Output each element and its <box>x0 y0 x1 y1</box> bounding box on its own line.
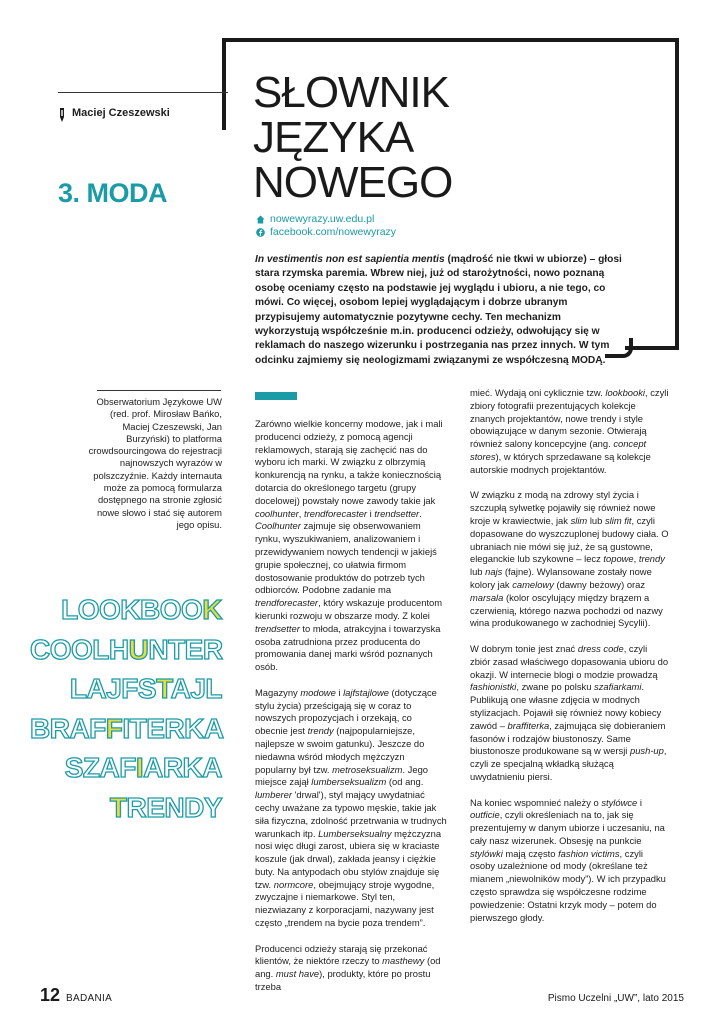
page-title <box>253 70 653 205</box>
word-braffiterka: BRAFFITERKA <box>30 712 224 744</box>
neologism-words <box>30 590 222 827</box>
article-column-1 <box>255 418 447 1007</box>
pen-icon <box>57 107 67 123</box>
paragraph: Producenci odzieży starają się przekonać klientów, że niektóre rzeczy to masthewy (od ang. must have), produkty, które po prostu trzeba <box>255 942 441 993</box>
section-title: 3. MODA <box>58 178 168 208</box>
header-frame-bottom <box>625 346 679 350</box>
sidebar-note: Obserwatorium Językowe UW (red. prof. Mirosław Bańko, Maciej Czeszewski, Jan Burzyński) to platforma crowdsourcingowa do rejestracji najnowszych wyrazów w polszczyźnie. Każdy internauta może za pomocą formularza dostępnego na stronie zgłosić nowe słowo i stać się autorem jego opisu. <box>88 396 222 530</box>
links-block <box>256 213 396 239</box>
website-link[interactable]: nowewyrazy.uw.edu.pl <box>270 213 375 225</box>
article-lead <box>255 253 625 368</box>
paragraph: W dobrym tonie jest znać dress code, czyli zbiór zasad właściwego dopasowania ubioru do okazji. W internecie blogi o modzie prowadzą fashionistki, zwane po polsku szafiarkami. Publikują one własne zdjęcia w modnych stylizacjach. Pojawił się również nowy kobiecy zawód – braffiterka, zajmująca się dobieraniem fasonów i rodzajów biustonoszy. Same biustonosze produkowane są w wersji push-up, czyli ze specjalną wkładką służącą uwydatnieniu piersi. <box>470 642 669 782</box>
title-line-1: SŁOWNIK <box>253 68 449 117</box>
paragraph: Zarówno wielkie koncerny modowe, jak i mali producenci odzieży, z pomocą agencji reklamowych, starają się zachęcić nas do wyboru ich marki. W związku z olbrzymią konkurencją na rynku, a także koniecznością dotarcia do określonego targetu (grupy docelowej) powstały nowe zawody takie jak coolhunter, trendforecaster i trendsetter. Coolhunter zajmuje się obserwowaniem rynku, wyszukiwaniem, analizowaniem i przewidywaniem nowych tendencji w jakiejś grupie społecznej, co ułatwia firmom dostosowanie produktów do potrzeb tych odbiorców. Podobne zadanie ma trendforecaster, który wskazuje producentom kierunki rozwoju w obszarze mody. Z kolei trendsetter to młoda, atrakcyjna i towarzyska osoba zatrudniona przez producenta do promowania danej marki wśród poznanych osób. <box>255 418 443 673</box>
header-frame-top <box>222 38 677 42</box>
lead-text: (mądrość nie tkwi w ubiorze) – głosi stara rzymska paremia. Wbrew niej, już od starożytności, nowo poznaną osobę oceniamy często na podstawie jej wyglądu i ubioru, a nie tego, co mówi. Co więcej, osobom lepiej wyglądającym i dobrze ubranym przypisujemy automatycznie pozytywne cechy. Ten mechanizm wykorzystują współcześnie m.in. producenci odzieży, odwołujący się w reklamach do naszego wizerunku i postrzegania nas przez innych. W tym odcinku zajmiemy się neologizmami związanymi ze współczesną MODĄ. <box>255 254 622 366</box>
lead-latin-quote: In vestimentis non est sapientia mentis <box>255 254 445 265</box>
author-divider <box>58 92 228 93</box>
website-link-row[interactable] <box>256 213 396 226</box>
facebook-icon <box>256 228 265 237</box>
paragraph: Magazyny modowe i lajfstajlowe (dotyczące stylu życia) prześcigają się w coraz to nowszych propozycjach i orzekają, co obecnie jest trendy (najpopularniejsze, najlepsze w swoim gatunku). Jeszcze do niedawna wśród młodych mężczyzn popularny był tzw. metroseksualizm. Jego miejsce zajął lumberseksualizm (od ang. lumberer 'drwal'), styl mający uwydatniać cechy uważane za typowo męskie, takie jak siła fizyczna, zdolność przetrwania w trudnych warunkach itp. Lumberseksualny mężczyzna nosi więc długi zarost, ubiera się w kraciaste koszule (jak drwal), zakłada jeansy i ciężkie buty. Na antypodach obu stylów znajduje się tzw. normcore, obejmujący stroje wygodne, zwyczajne i niemarkowe. Styl ten, niezwiazany z korporacjami, nazywany jest często „trendem na bycie poza trendem”. <box>255 686 447 929</box>
paragraph: Na koniec wspomnieć należy o stylówce i outficie, czyli określeniach na to, jak się prezentujemy w danym ubiorze i uczesaniu, na cały nasz wizerunek. Obsesję na punkcie stylówki mają często fashion victims, czyli osoby uzależnione od mody (określane też mianem „niewolników mody”). W ich przypadku często sprawdza się współczesne rodzime powiedzenie: Ostatni krzyk mody – potem do pierwszego głody. <box>470 796 666 923</box>
word-szafiarka: SZAFIARKA <box>64 752 222 783</box>
word-trendy: TRENDY <box>109 791 222 823</box>
author-name: Maciej Czeszewski <box>72 107 170 119</box>
title-line-2: JĘZYKA <box>253 113 414 162</box>
paragraph: mieć. Wydają oni cyklicznie tzw. lookbooki, czyli zbiory fotografii prezentujących kolekcje znanych projektantów, nowe trendy i style obowiązujące w danym sezonie. Otwierają również salony koncepcyjne (ang. concept stores), w których sprzedawane są kolekcje autorskie modnych projektantów. <box>470 387 669 475</box>
article-column-2 <box>470 387 670 937</box>
word-coolhunter: COOLHUNTER <box>30 633 223 665</box>
header-frame-right <box>675 38 679 350</box>
word-lookbook: LOOKBOOK <box>61 594 222 625</box>
title-line-3: NOWEGO <box>253 158 453 207</box>
sidebar-divider <box>97 390 221 391</box>
facebook-link[interactable]: facebook.com/nowewyrazy <box>270 226 397 238</box>
publication-info: Pismo Uczelni „UW”, lato 2015 <box>547 993 684 1004</box>
section-label: BADANIA <box>66 993 113 1004</box>
accent-bar <box>255 392 297 400</box>
header-frame-left <box>222 38 226 130</box>
footer-left <box>40 985 112 1006</box>
paragraph: W związku z modą na zdrowy styl życia i szczupłą sylwetkę pojawiły się również nowe kroje w krawiectwie, jak slim lub slim fit, czyli dopasowane do wyszczuplonej budowy ciała. O ubraniach nie mówi się już, że są gustowne, eleganckie lub szykowne – lecz topowe, trendy lub najs (fajne). Wylansowane zostały nowe kolory jak camelowy (dawny beżowy) oraz marsala (kolor oscylujący między brązem a czerwienią, którego nazwa pochodzi od nazwy wina produkowanego w zachodniej Sycylii). <box>470 489 669 629</box>
home-icon <box>256 215 265 224</box>
facebook-link-row[interactable] <box>256 226 396 239</box>
page-number: 12 <box>40 985 61 1005</box>
word-lajfstajl: LAJFSTAJL <box>69 673 222 704</box>
